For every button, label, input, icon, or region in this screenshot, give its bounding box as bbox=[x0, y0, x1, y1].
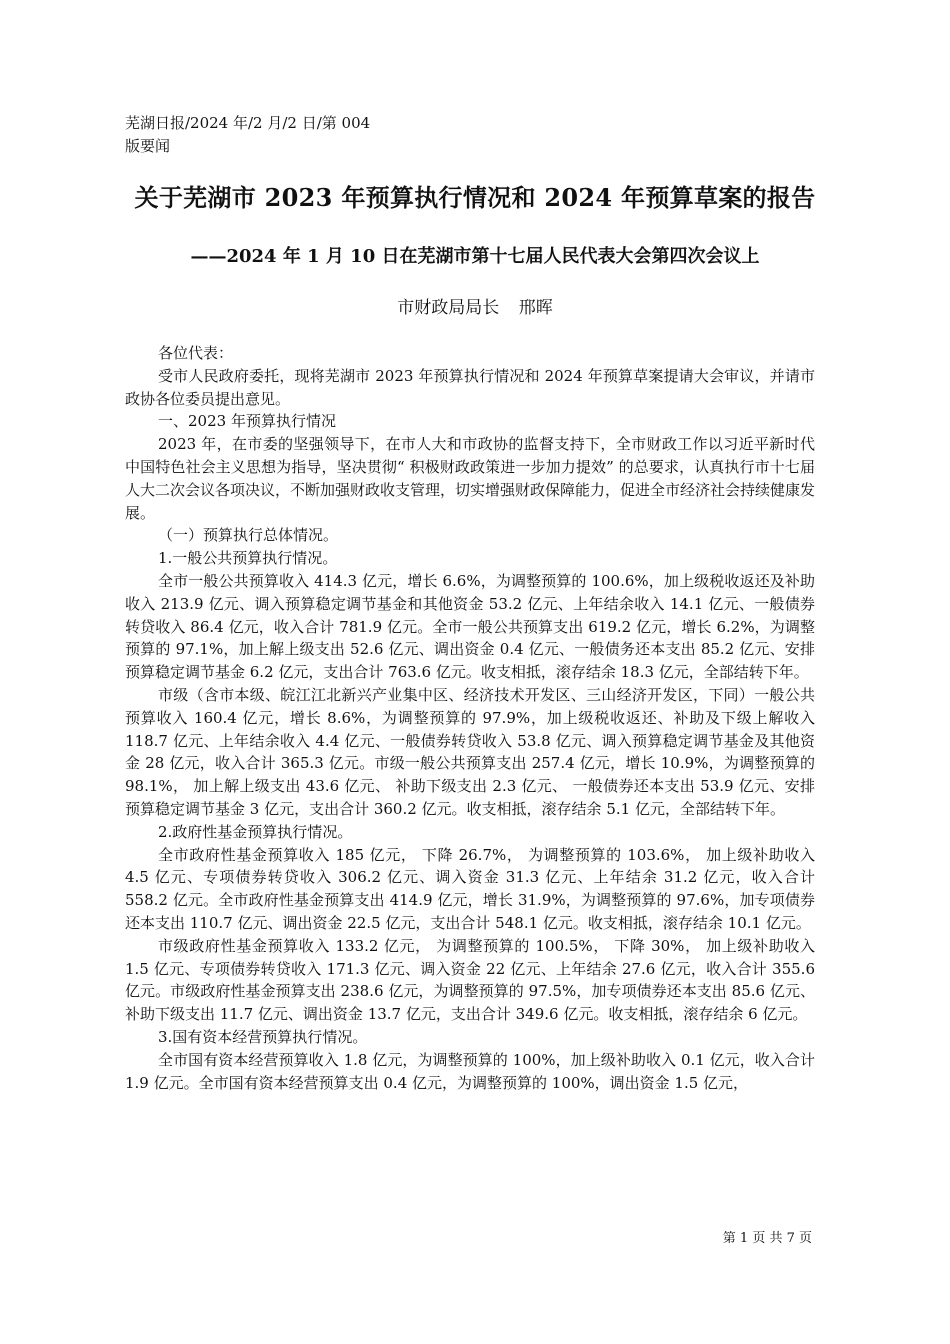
report-title: 关于芜湖市 2023 年预算执行情况和 2024 年预算草案的报告 bbox=[134, 183, 816, 212]
report-author: 市财政局局长 邢晖 bbox=[397, 298, 553, 318]
page-number: 第 1 页 共 7 页 bbox=[722, 1231, 812, 1246]
newspaper-source-line: 芜湖日报/2024 年/2 月/2 日/第 004 版要闻 bbox=[125, 114, 371, 155]
report-subtitle: ——2024 年 1 月 10 日在芜湖市第十七届人民代表大会第四次会议上 bbox=[190, 246, 760, 267]
report-body bbox=[125, 342, 815, 1094]
subsection-heading: （一）预算执行总体情况。 bbox=[158, 526, 339, 545]
item-heading: 1.一般公共预算执行情况。 bbox=[158, 549, 338, 568]
body-paragraph: 全市一般公共预算收入 414.3 亿元，增长 6.6%，为调整预算的 100.6%，加上级税收返还及补助收入 213.9 亿元、调入预算稳定调节基金和其他资金 53.2 亿元、上年结余收入 14.1 亿元、一般债券转贷收入 86.4 亿元，收入合计 781.9 亿元。全市一般公共预算支出 619.2 亿元，增长 6.2%，为调整预算的 97.1%，加上解上级支出 52.6 亿元、调出资金 0.4 亿元、一般债务还本支出 85.2 亿元、安排预算稳定调节基金 6.2 亿元，支出合计 763.6 亿元。收支相抵，滚存结余 18.3 亿元，全部结转下年。 bbox=[125, 571, 815, 682]
body-paragraph: 2023 年，在市委的坚强领导下，在市人大和市政协的监督支持下，全市财政工作以习近平新时代中国特色社会主义思想为指导，坚决贯彻“ 积极财政政策进一步加力提效” 的总要求，认真执行市十七届人大二次会议各项决议，不断加强财政收支管理，切实增强财政保障能力，促进全市经济社会持续健康发展。 bbox=[125, 435, 816, 522]
body-paragraph: 全市国有资本经营预算收入 1.8 亿元，为调整预算的 100%，加上级补助收入 0.1 亿元，收入合计 1.9 亿元。全市国有资本经营预算支出 0.4 亿元，为调整预算的 100%，调出资金 1.5 亿元， bbox=[125, 1050, 815, 1092]
item-heading: 3.国有资本经营预算执行情况。 bbox=[158, 1027, 368, 1046]
body-paragraph: 市级政府性基金预算收入 133.2 亿元， 为调整预算的 100.5%， 下降 30%， 加上级补助收入 1.5 亿元、专项债券转贷收入 171.3 亿元、调入资金 22 亿元、上年结余 27.6 亿元，收入合计 355.6 亿元。市级政府性基金预算支出 238.6 亿元，为调整预算的 97.5%，加专项债券还本支出 85.6 亿元、补助下级支出 11.7 亿元、调出资金 13.7 亿元，支出合计 349.6 亿元。收支相抵，滚存结余 6 亿元。 bbox=[125, 936, 815, 1024]
section-heading: 一、2023 年预算执行情况 bbox=[158, 412, 336, 431]
body-paragraph: 市级（含市本级、皖江江北新兴产业集中区、经济技术开发区、三山经济开发区，下同）一般公共预算收入 160.4 亿元，增长 8.6%，为调整预算的 97.9%，加上级税收返还、补助及下级上解收入 118.7 亿元、上年结余收入 4.4 亿元、一般债券转贷收入 53.8 亿元、调入预算稳定调节基金及其他资金 28 亿元，收入合计 365.3 亿元。市级一般公共预算支出 257.4 亿元，增长 10.9%，为调整预算的 98.1%， 加上解上级支出 43.6 亿元、 补助下级支出 2.3 亿元、 一般债券还本支出 53.9 亿元、安排预算稳定调节基金 3 亿元，支出合计 360.2 亿元。收支相抵，滚存结余 5.1 亿元，全部结转下年。 bbox=[125, 685, 815, 818]
body-paragraph: 各位代表： bbox=[158, 344, 234, 362]
body-paragraph: 受市人民政府委托，现将芜湖市 2023 年预算执行情况和 2024 年预算草案提请大会审议，并请市政协各位委员提出意见。 bbox=[125, 366, 815, 408]
item-heading: 2.政府性基金预算执行情况。 bbox=[158, 822, 353, 841]
body-paragraph: 全市政府性基金预算收入 185 亿元， 下降 26.7%， 为调整预算的 103.6%， 加上级补助收入 4.5 亿元、专项债券转贷收入 306.2 亿元、调入资金 31.3 亿元、上年结余 31.2 亿元，收入合计 558.2 亿元。全市政府性基金预算支出 414.9 亿元，增长 31.9%，为调整预算的 97.6%，加专项债券还本支出 110.7 亿元、调出资金 22.5 亿元，支出合计 548.1 亿元。收支相抵，滚存结余 10.1 亿元。 bbox=[125, 845, 815, 932]
